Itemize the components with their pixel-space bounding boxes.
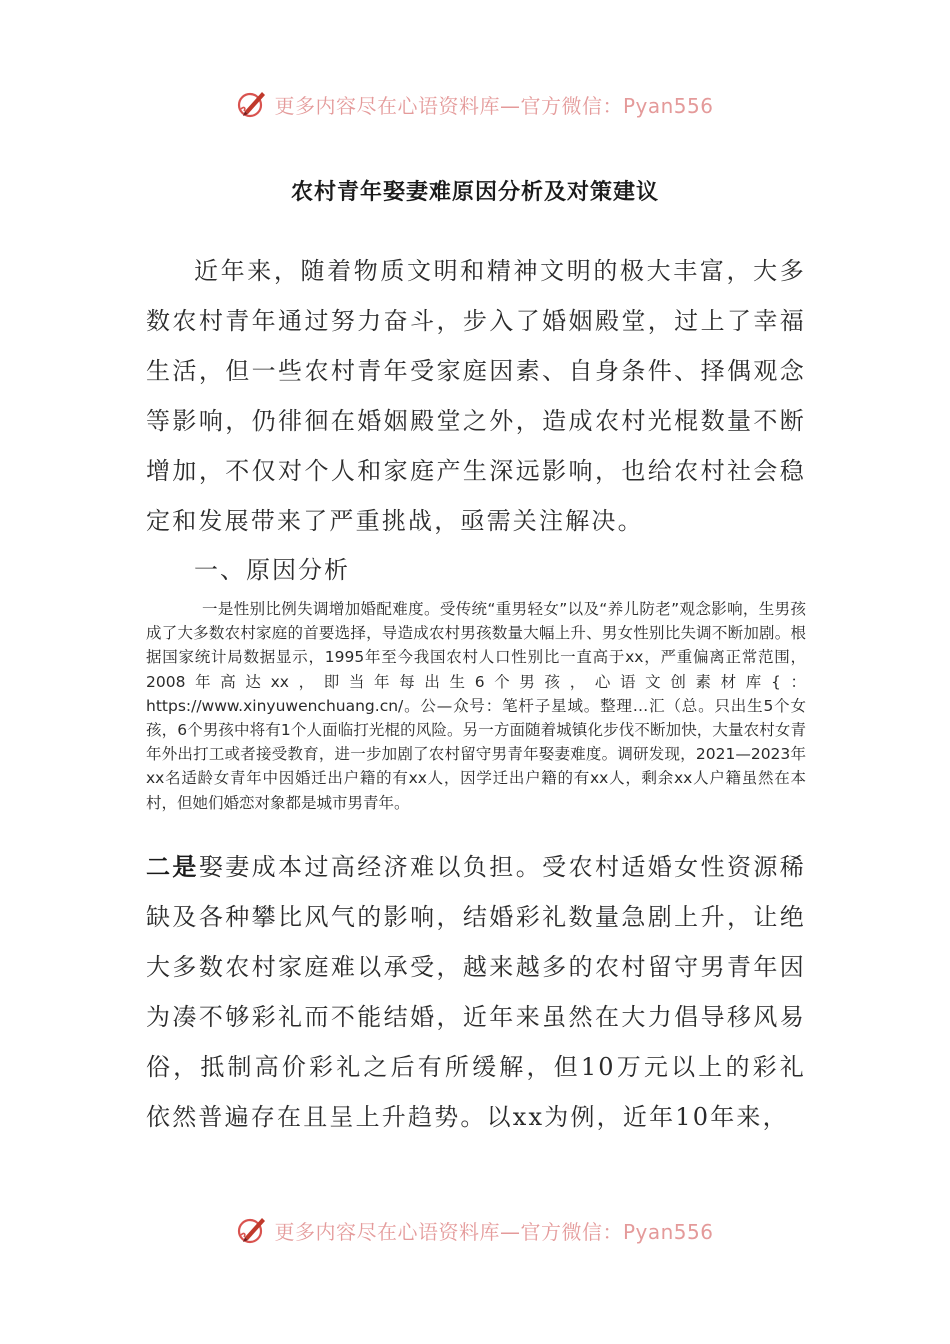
reason2-paragraph [146,842,806,1142]
banner-text: 更多内容尽在心语资料库—官方微信：Pyan556 [274,93,714,118]
section-heading: 一、原因分析 [194,556,350,584]
quill-pen-logo-icon [236,1213,270,1247]
footer-banner [0,1212,950,1248]
reason2-body: 娶妻成本过高经济难以负担。受农村适婚女性资源稀缺及各种攀比风气的影响，结婚彩礼数量急剧上升，让绝大多数农村家庭难以承受，越来越多的农村留守男青年因为凑不够彩礼而不能结婚，近年来虽然在大力倡导移风易俗，抵制高价彩礼之后有所缓解，但10万元以上的彩礼依然普遍存在且呈上升趋势。以xx为例，近年10年来， [146,853,806,1131]
document-title: 农村青年娶妻难原因分析及对策建议 [290,180,659,205]
reason2-lead: 二是 [146,853,199,881]
intro-paragraph: 近年来，随着物质文明和精神文明的极大丰富，大多数农村青年通过努力奋斗，步入了婚姻殿堂，过上了幸福生活，但一些农村青年受家庭因素、自身条件、择偶观念等影响，仍徘徊在婚姻殿堂之外，造成农村光棍数量不断增加，不仅对个人和家庭产生深远影响，也给农村社会稳定和发展带来了严重挑战，亟需关注解决。 [146,257,806,535]
quill-pen-logo-icon [236,87,270,121]
banner-text: 更多内容尽在心语资料库—官方微信：Pyan556 [274,1219,714,1244]
reason1-paragraph: 一是性别比例失调增加婚配难度。受传统“重男轻女”以及“养儿防老”观念影响，生男孩成了大多数农村家庭的首要选择，导造成农村男孩数量大幅上升、男女性别比失调不断加剧。根据国家统计局数据显示，1995年至今我国农村人口性别比一直高于xx，严重偏离正常范围，2008年高达xx，即当年每出生6个男孩，心语文创素材库{：https://www.xinyuwenchuang.cn/。公—众号：笔杆子星域。整理…汇（总。只出生5个女孩，6个男孩中将有1个人面临打光棍的风险。另一方面随着城镇化步伐不断加快，大量农村女青年外出打工或者接受教育，进一步加剧了农村留守男青年娶妻难度。调研发现，2021—2023年xx名适龄女青年中因婚迁出户籍的有xx人，因学迁出户籍的有xx人，剩余xx人户籍虽然在本村，但她们婚恋对象都是城市男青年。 [146,600,806,812]
header-banner [0,86,950,122]
